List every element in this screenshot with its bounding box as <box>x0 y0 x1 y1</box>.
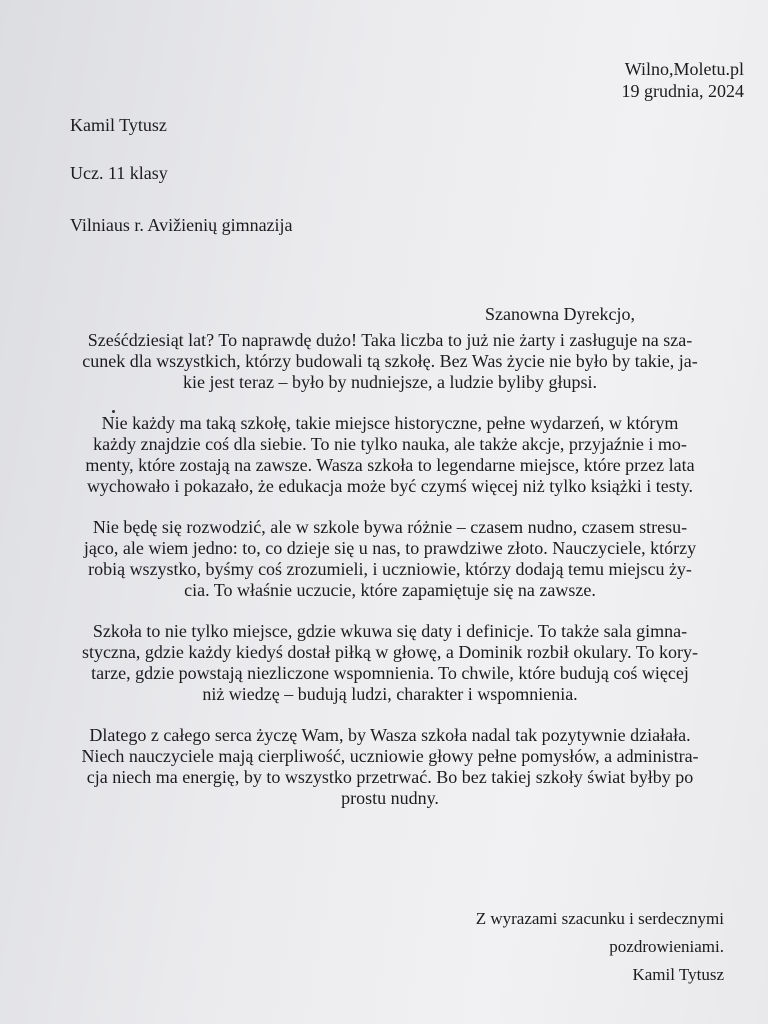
text-line: prostu nudny. <box>341 788 439 808</box>
text-line: Sześćdziesiąt lat? To naprawdę dużo! Taka liczba to już nie żarty i zasługuje na sza- <box>87 330 693 350</box>
text-line: Szkoła to nie tylko miejsce, gdzie wkuwa się daty i definicje. To także sala gimna- <box>92 621 688 641</box>
text-line: każdy znajdzie coś dla siebie. To nie tylko nauka, ale także akcje, przyjaźnie i mo- <box>93 434 687 454</box>
paragraph <box>60 330 720 393</box>
text-line: jąco, ale wiem jedno: to, co dzieje się u nas, to prawdziwe złoto. Nauczyciele, którzy <box>83 538 697 558</box>
sender-school: Vilniaus r. Avižienių gimnazija <box>70 215 293 235</box>
text-line: robią wszystko, byśmy coś zrozumieli, i uczniowie, którzy dodają temu miejscu ży- <box>88 559 692 579</box>
paragraph <box>60 517 720 601</box>
text-line: cia. To właśnie uczucie, które zapamiętuje się na zawsze. <box>184 580 596 600</box>
text-line: menty, które zostają na zawsze. Wasza szkoła to legendarne miejsce, które przez lata <box>85 455 695 475</box>
paragraph <box>60 413 720 497</box>
paragraph <box>60 621 720 705</box>
sender-name: Kamil Tytusz <box>70 115 167 135</box>
text-line: kie jest teraz – było by nudniejsze, a ludzie byliby głupsi. <box>183 372 597 392</box>
text-line: cja niech ma energię, by to wszystko przetrwać. Bo bez takiej szkoły świat byłby po <box>86 767 694 787</box>
closing-line: pozdrowieniami. <box>609 937 724 956</box>
place-and-date <box>622 58 744 102</box>
signature: Kamil Tytusz <box>632 965 724 984</box>
paragraph <box>60 725 720 809</box>
closing-line: Z wyrazami szacunku i serdecznymi <box>475 909 724 928</box>
text-line: Nie będę się rozwodzić, ale w szkole bywa różnie – czasem nudno, czasem stresu- <box>92 517 688 537</box>
text-line: Dlatego z całego serca życzę Wam, by Wasza szkoła nadal tak pozytywnie działała. <box>89 725 691 745</box>
text-line: niż wiedzę – budują ludzi, charakter i wspomnienia. <box>202 684 578 704</box>
sender-class: Ucz. 11 klasy <box>70 163 168 183</box>
text-line: cunek dla wszystkich, którzy budowali tą szkołę. Bez Was życie nie było by takie, ja- <box>82 351 698 371</box>
text-line: wychowało i pokazało, że edukacja może być czymś więcej niż tylko książki i testy. <box>86 476 694 496</box>
salutation: Szanowna Dyrekcjo, <box>485 304 635 324</box>
text-line: tarze, gdzie powstają niezliczone wspomnienia. To chwile, które budują coś więcej <box>91 663 689 683</box>
text-line: styczna, gdzie każdy kiedyś dostał piłką w głowę, a Dominik rozbił okulary. To kory- <box>81 642 699 662</box>
closing <box>476 905 724 989</box>
text-line: Nie każdy ma taką szkołę, takie miejsce historyczne, pełne wydarzeń, w którym <box>101 413 679 433</box>
text-line: Niech nauczyciele mają cierpliwość, uczniowie głowy pełne pomysłów, a administra- <box>81 746 699 766</box>
date: 19 grudnia, 2024 <box>621 81 744 101</box>
place: Wilno,Moletu.pl <box>624 59 744 79</box>
letter-body <box>60 330 720 829</box>
